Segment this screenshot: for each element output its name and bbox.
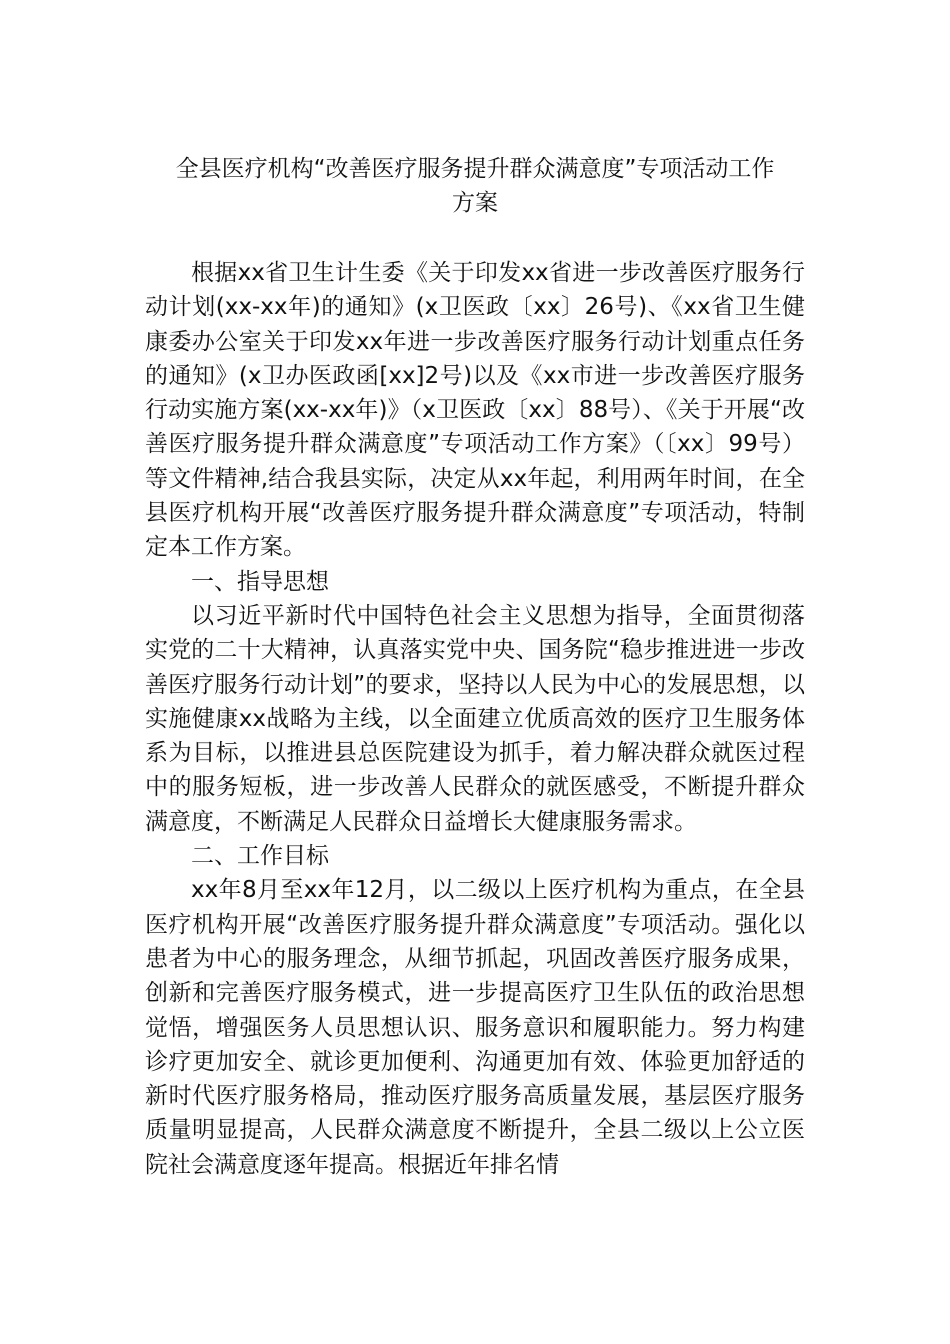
section-1-heading: 一、指导思想 — [191, 568, 329, 595]
intro-paragraph: 根据xx省卫生计生委《关于印发xx省进一步改善医疗服务行动计划(xx-xx年)的通知》(x卫医政〔xx〕26号)、《xx省卫生健康委办公室关于印发xx年进一步改善医疗服务行动计划重点任务的通知》(x卫办医政函[xx]2号)以及《xx市进一步改善医疗服务行动实施方案(xx-xx年)》（x卫医政〔xx〕88号）、《关于开展“改善医疗服务提升群众满意度”专项活动工作方案》（〔xx〕99号）等文件精神,结合我县实际，决定从xx年起，利用两年时间，在全县医疗机构开展“改善医疗服务提升群众满意度”专项活动，特制定本工作方案。 — [145, 260, 805, 561]
section-2-heading: 二、工作目标 — [191, 843, 329, 870]
title-line-1: 全县医疗机构“改善医疗服务提升群众满意度”专项活动工作 — [175, 156, 775, 182]
section-1-paragraph: 以习近平新时代中国特色社会主义思想为指导，全面贯彻落实党的二十大精神，认真落实党中央、国务院“稳步推进进一步改善医疗服务行动计划”的要求，坚持以人民为中心的发展思想，以实施健康xx战略为主线，以全面建立优质高效的医疗卫生服务体系为目标，以推进县总医院建设为抓手，着力解决群众就医过程中的服务短板，进一步改善人民群众的就医感受，不断提升群众满意度，不断满足人民群众日益增长大健康服务需求。 — [145, 602, 805, 835]
title-line-2: 方案 — [452, 190, 498, 216]
document-page — [145, 152, 805, 1182]
document-title — [145, 152, 805, 220]
section-2-paragraph: xx年8月至xx年12月，以二级以上医疗机构为重点，在全县医疗机构开展“改善医疗服务提升群众满意度”专项活动。强化以患者为中心的服务理念，从细节抓起，巩固改善医疗服务成果，创新和完善医疗服务模式，进一步提高医疗卫生队伍的政治思想觉悟，增强医务人员思想认识、服务意识和履职能力。努力构建诊疗更加安全、就诊更加便利、沟通更加有效、体验更加舒适的新时代医疗服务格局，推动医疗服务高质量发展，基层医疗服务质量明显提高，人民群众满意度不断提升，全县二级以上公立医院社会满意度逐年提高。根据近年排名情 — [145, 877, 805, 1178]
